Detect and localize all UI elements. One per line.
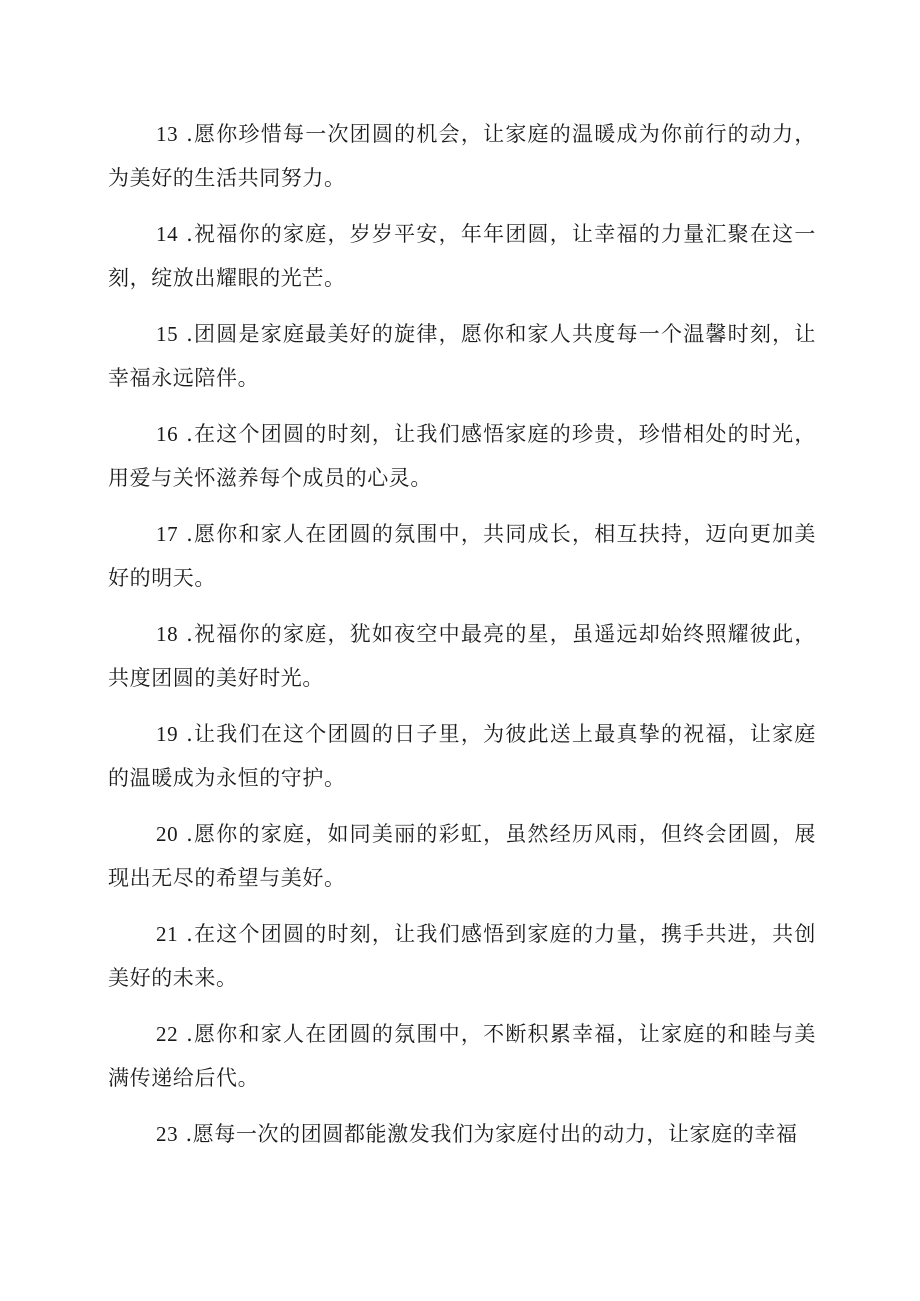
item-number: 17 xyxy=(156,522,179,546)
list-item xyxy=(108,212,816,300)
item-number: 18 xyxy=(156,622,179,646)
list-item xyxy=(108,112,816,200)
list-item xyxy=(108,812,816,900)
item-text: .愿你的家庭，如同美丽的彩虹，虽然经历风雨，但终会团圆，展现出无尽的希望与美好。 xyxy=(108,822,816,890)
list-item xyxy=(108,1012,816,1100)
item-number: 16 xyxy=(156,422,179,446)
item-text: .在这个团圆的时刻，让我们感悟到家庭的力量，携手共进，共创美好的未来。 xyxy=(108,922,816,990)
item-text: .团圆是家庭最美好的旋律，愿你和家人共度每一个温馨时刻，让幸福永远陪伴。 xyxy=(108,322,816,390)
item-text: .愿每一次的团圆都能激发我们为家庭付出的动力，让家庭的幸福 xyxy=(178,1122,798,1146)
list-item xyxy=(108,312,816,400)
item-text: .愿你珍惜每一次团圆的机会，让家庭的温暖成为你前行的动力，为美好的生活共同努力。 xyxy=(108,122,816,190)
list-item xyxy=(108,712,816,800)
item-number: 22 xyxy=(156,1022,179,1046)
list-item xyxy=(108,612,816,700)
item-number: 19 xyxy=(156,722,179,746)
item-number: 13 xyxy=(156,122,179,146)
document-body xyxy=(108,112,816,1168)
item-text: .愿你和家人在团圆的氛围中，共同成长，相互扶持，迈向更加美好的明天。 xyxy=(108,522,816,590)
item-text: .让我们在这个团圆的日子里，为彼此送上最真挚的祝福，让家庭的温暖成为永恒的守护。 xyxy=(108,722,816,790)
list-item xyxy=(108,412,816,500)
item-text: .祝福你的家庭，岁岁平安，年年团圆，让幸福的力量汇聚在这一刻，绽放出耀眼的光芒。 xyxy=(108,222,816,290)
item-number: 15 xyxy=(156,322,179,346)
item-number: 14 xyxy=(156,222,179,246)
item-text: .在这个团圆的时刻，让我们感悟家庭的珍贵，珍惜相处的时光，用爱与关怀滋养每个成员的心灵。 xyxy=(108,422,816,490)
item-number: 20 xyxy=(156,822,179,846)
list-item xyxy=(108,512,816,600)
item-number: 23 xyxy=(156,1122,179,1146)
item-text: .愿你和家人在团圆的氛围中，不断积累幸福，让家庭的和睦与美满传递给后代。 xyxy=(108,1022,816,1090)
list-item xyxy=(108,1112,816,1156)
item-text: .祝福你的家庭，犹如夜空中最亮的星，虽遥远却始终照耀彼此，共度团圆的美好时光。 xyxy=(108,622,816,690)
list-item xyxy=(108,912,816,1000)
item-number: 21 xyxy=(156,922,179,946)
